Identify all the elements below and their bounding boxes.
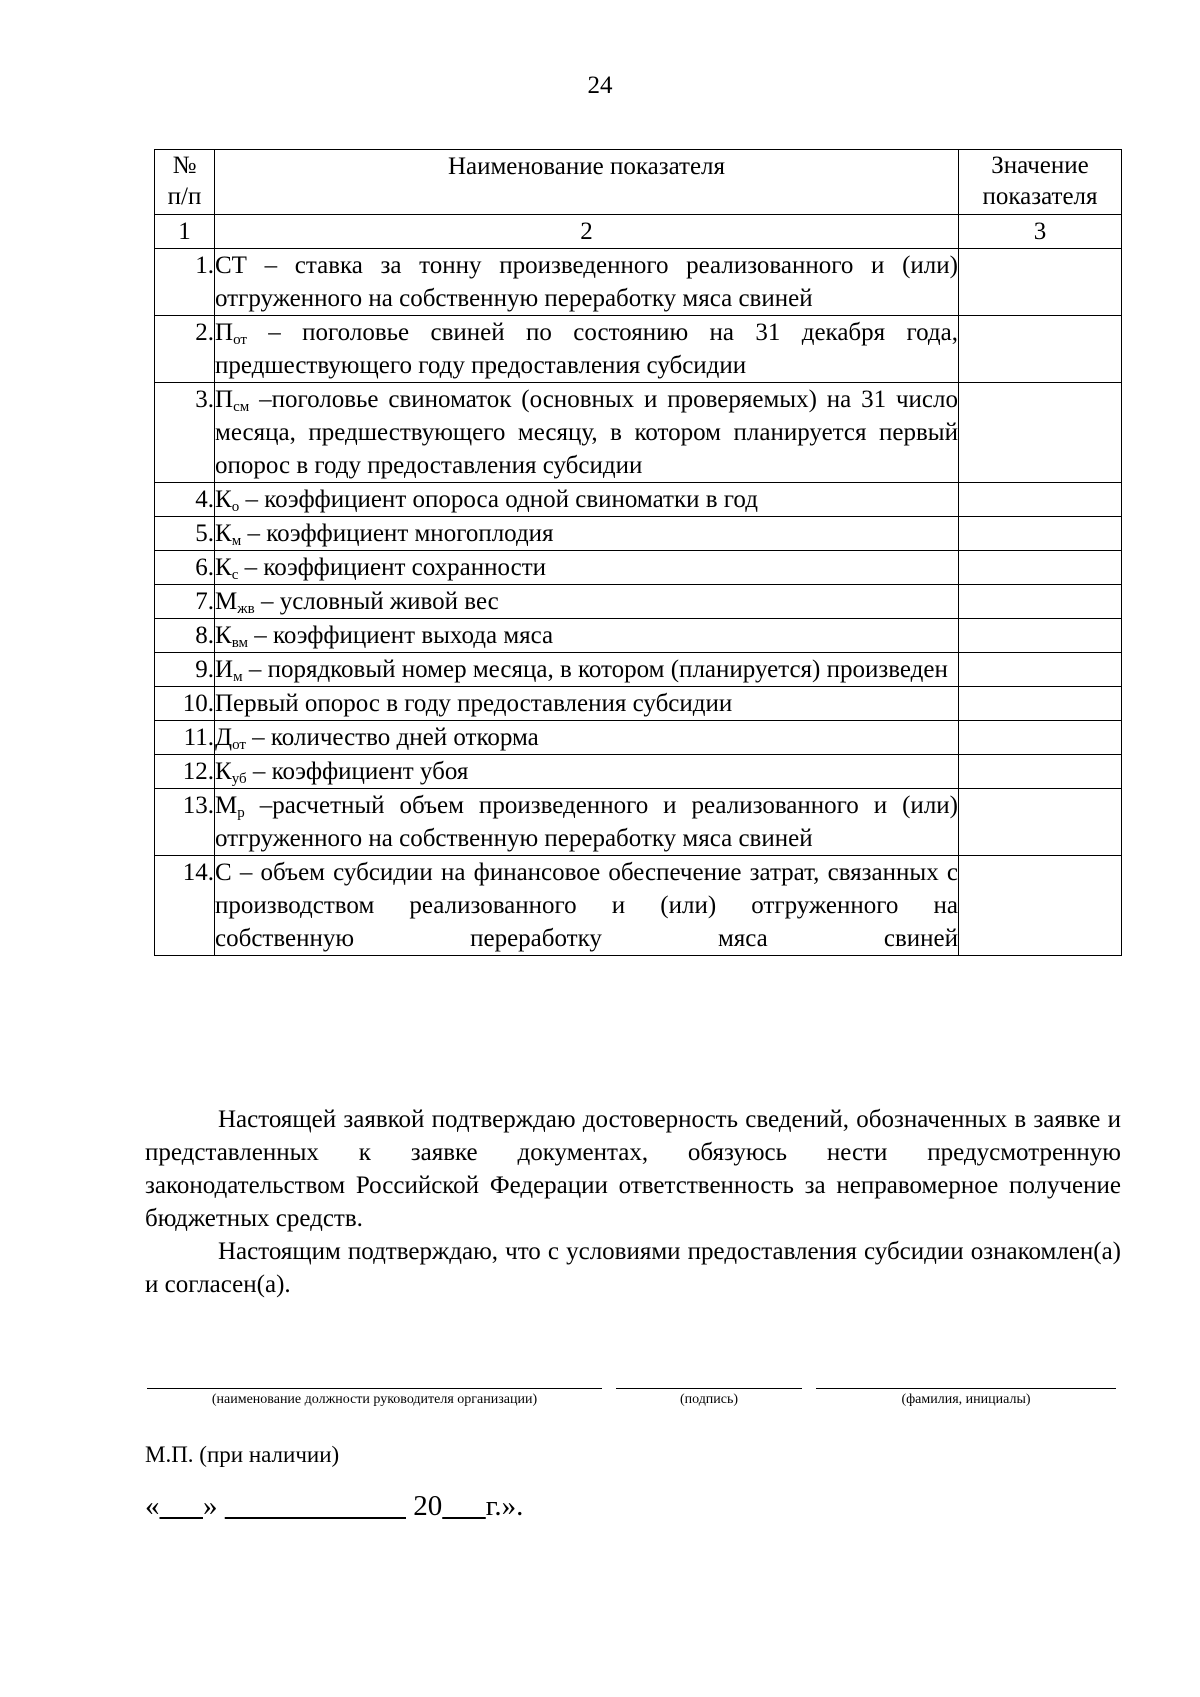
table-row xyxy=(155,551,1122,585)
indicators-table xyxy=(154,149,1122,956)
label-text: СТ – ставка за тонну произведенного реализованного и (или) отгруженного на собственную переработку мяса свиней xyxy=(215,252,958,312)
row-label xyxy=(215,316,959,383)
row-value[interactable] xyxy=(959,483,1122,517)
header-num: № п/п xyxy=(155,150,215,215)
page-number: 24 xyxy=(587,72,613,99)
header-name: Наименование показателя xyxy=(215,150,959,215)
col-number: 1 xyxy=(155,215,215,249)
row-value[interactable] xyxy=(959,383,1122,483)
table-row xyxy=(155,619,1122,653)
row-value[interactable] xyxy=(959,316,1122,383)
label-text: Первый опорос в году предоставления субсидии xyxy=(215,690,733,717)
row-number: 7. xyxy=(155,585,215,619)
year-prefix: 20 xyxy=(413,1490,443,1522)
symbol: М xyxy=(215,792,238,819)
symbol: И xyxy=(215,656,234,683)
label-text: –расчетный объем произведенного и реализованного и (или) отгруженного на собственную переработку мяса свиней xyxy=(215,792,958,852)
row-number: 3. xyxy=(155,383,215,483)
row-label xyxy=(215,585,959,619)
symbol: П xyxy=(215,319,234,346)
symbol-subscript: о xyxy=(231,499,240,515)
table-row xyxy=(155,585,1122,619)
row-label xyxy=(215,483,959,517)
position-line xyxy=(147,1388,602,1389)
row-number: 13. xyxy=(155,789,215,856)
symbol: К xyxy=(215,758,232,785)
row-value[interactable] xyxy=(959,856,1122,956)
label-text: – коэффициент выхода мяса xyxy=(248,622,554,649)
signature-line xyxy=(616,1388,802,1389)
label-text: – поголовье свиней по состоянию на 31 декабря года, предшествующего году предоставления субсидии xyxy=(215,319,958,379)
row-value[interactable] xyxy=(959,653,1122,687)
row-label xyxy=(215,551,959,585)
table-row xyxy=(155,856,1122,956)
date-open-quote: « xyxy=(145,1490,160,1522)
confirmation-paragraph xyxy=(145,1103,1121,1301)
symbol: П xyxy=(215,386,234,413)
row-label xyxy=(215,789,959,856)
row-label xyxy=(215,517,959,551)
label-text: – коэффициент опороса одной свиноматки в год xyxy=(239,486,758,513)
row-number: 6. xyxy=(155,551,215,585)
label-text: – коэффициент убоя xyxy=(246,758,469,785)
row-number: 9. xyxy=(155,653,215,687)
paragraph-responsibility: Настоящей заявкой подтверждаю достоверность сведений, обозначенных в заявке и представленных к заявке документах, обязуюсь нести предусмотренную законодательством Российской Федерации ответственность за неправомерное получение бюджетных средств. xyxy=(145,1106,1121,1232)
symbol-subscript: жв xyxy=(237,601,255,617)
row-label xyxy=(215,755,959,789)
label-text: С – объем субсидии на финансовое обеспечение затрат, связанных с производством реализованного и (или) отгруженного на собственную переработку мяса свиней xyxy=(215,859,958,952)
row-value[interactable] xyxy=(959,585,1122,619)
row-label xyxy=(215,619,959,653)
month-blank xyxy=(225,1490,406,1522)
symbol-subscript: р xyxy=(237,805,245,821)
symbol-subscript: вм xyxy=(231,635,249,651)
date-close-quote: » xyxy=(203,1490,218,1522)
row-label xyxy=(215,721,959,755)
seal-note: М.П. (при наличии) xyxy=(145,1442,340,1467)
table-row xyxy=(155,483,1122,517)
row-number: 11. xyxy=(155,721,215,755)
row-number: 1. xyxy=(155,249,215,316)
row-number: 2. xyxy=(155,316,215,383)
label-text: – порядковый номер месяца, в котором (планируется) произведен xyxy=(242,656,948,683)
table-row xyxy=(155,383,1122,483)
year-blank xyxy=(442,1490,486,1522)
table-row xyxy=(155,687,1122,721)
symbol-subscript: м xyxy=(231,533,242,549)
table-row xyxy=(155,755,1122,789)
label-text: – коэффициент многоплодия xyxy=(241,520,554,547)
row-label xyxy=(215,856,959,956)
row-value[interactable] xyxy=(959,721,1122,755)
row-label xyxy=(215,249,959,316)
row-number: 5. xyxy=(155,517,215,551)
row-value[interactable] xyxy=(959,687,1122,721)
table-row xyxy=(155,249,1122,316)
row-label xyxy=(215,383,959,483)
header-value: Значение показателя xyxy=(959,150,1122,215)
date-line xyxy=(145,1490,523,1523)
row-number: 12. xyxy=(155,755,215,789)
symbol-subscript: см xyxy=(233,399,250,415)
row-value[interactable] xyxy=(959,551,1122,585)
row-label xyxy=(215,687,959,721)
symbol: М xyxy=(215,588,238,615)
symbol: К xyxy=(215,520,232,547)
symbol: Д xyxy=(215,724,233,751)
paragraph-conditions: Настоящим подтверждаю, что с условиями предоставления субсидии ознакомлен(а) и согласен(а). xyxy=(145,1238,1121,1298)
row-value[interactable] xyxy=(959,619,1122,653)
symbol-subscript: с xyxy=(231,567,239,583)
row-value[interactable] xyxy=(959,249,1122,316)
column-numbers-row xyxy=(155,215,1122,249)
label-text: – условный живой вес xyxy=(254,588,499,615)
row-label xyxy=(215,653,959,687)
symbol-subscript: уб xyxy=(231,771,247,787)
row-number: 8. xyxy=(155,619,215,653)
symbol-subscript: м xyxy=(233,669,243,685)
table-row xyxy=(155,316,1122,383)
name-line xyxy=(816,1388,1116,1389)
row-number: 4. xyxy=(155,483,215,517)
row-value[interactable] xyxy=(959,789,1122,856)
symbol-subscript: от xyxy=(233,332,247,348)
row-value[interactable] xyxy=(959,517,1122,551)
label-text: – количество дней откорма xyxy=(245,724,539,751)
symbol: К xyxy=(215,622,232,649)
symbol: К xyxy=(215,554,232,581)
position-caption: (наименование должности руководителя организации) xyxy=(211,1392,538,1407)
label-text: –поголовье свиноматок (основных и проверяемых) на 31 число месяца, предшествующего месяцу, в котором планируется первый опорос в году предоставления субсидии xyxy=(215,386,958,479)
table-row xyxy=(155,721,1122,755)
label-text: – коэффициент сохранности xyxy=(238,554,547,581)
day-blank xyxy=(160,1490,204,1522)
table-row xyxy=(155,517,1122,551)
table-header-row xyxy=(155,150,1122,215)
row-value[interactable] xyxy=(959,755,1122,789)
date-suffix: г.». xyxy=(485,1490,524,1522)
col-number: 2 xyxy=(215,215,959,249)
signature-caption: (подпись) xyxy=(679,1392,739,1407)
name-caption: (фамилия, инициалы) xyxy=(901,1392,1031,1407)
symbol-subscript: от xyxy=(232,737,246,753)
table-row xyxy=(155,789,1122,856)
symbol: К xyxy=(215,486,232,513)
row-number: 14. xyxy=(155,856,215,956)
row-number: 10. xyxy=(155,687,215,721)
table-row xyxy=(155,653,1122,687)
col-number: 3 xyxy=(959,215,1122,249)
